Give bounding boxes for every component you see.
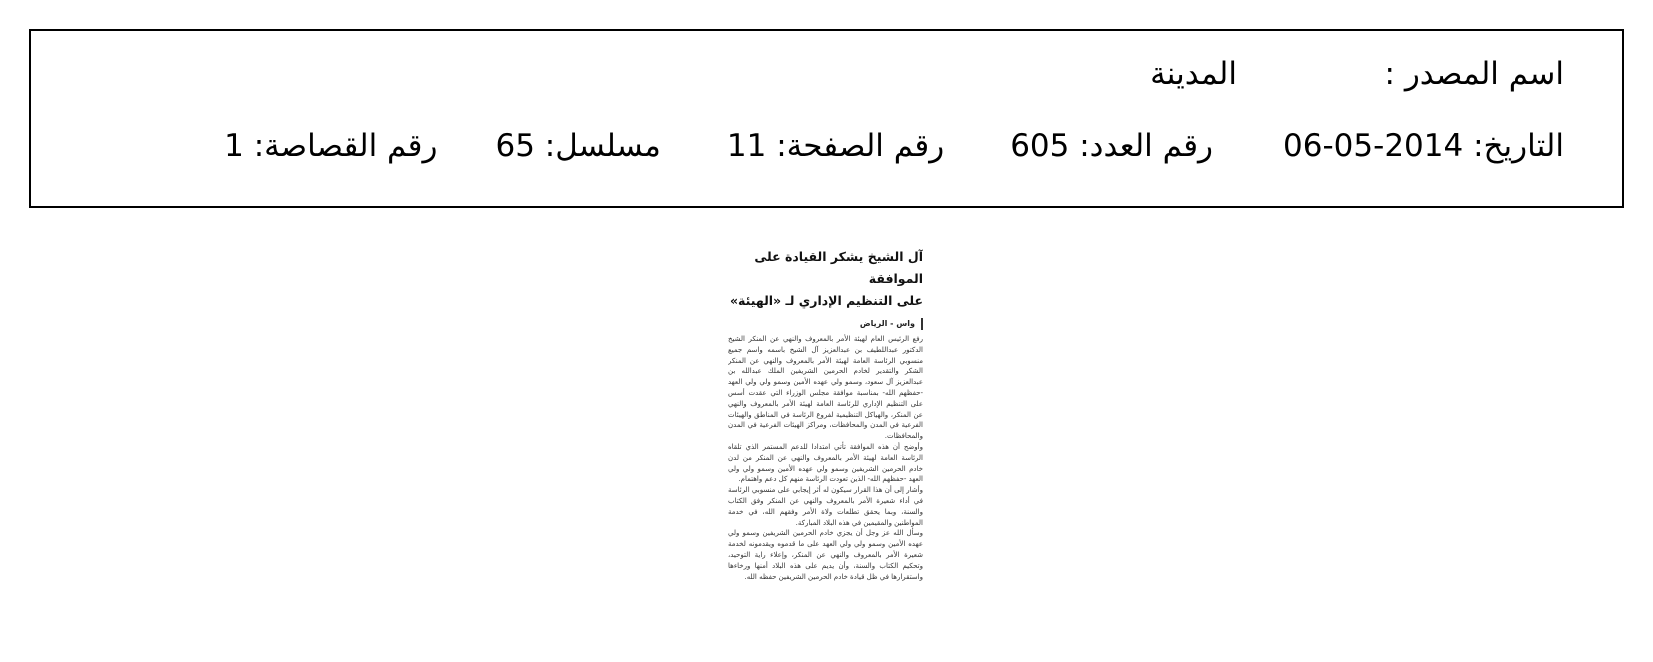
clip-value: 1: [224, 128, 244, 164]
source-label: اسم المصدر :: [1384, 56, 1564, 92]
issue-label: رقم العدد:: [1079, 128, 1214, 164]
page-label: رقم الصفحة:: [776, 128, 945, 164]
clipping-byline: واس - الرياض: [728, 318, 923, 330]
metadata-box: [29, 29, 1624, 208]
metadata-row: [224, 128, 1564, 164]
date-field: [1283, 128, 1564, 164]
body-paragraph-4: وسأل الله عز وجل أن يجزي خادم الحرمين الشريفين وسمو ولي عهده الأمين وسمو ولي ولي العهد على ما قدموه ويقدمونه لخدمة شعيرة الأمر بالمعروف والنهي عن المنكر، وإعلاء راية التوحيد، وتحكيم الكتاب والسنة، وأن يديم على هذه البلاد أمنها ورخاءها واستقرارها في ظل قيادة خادم الحرمين الشريفين حفظه الله.: [728, 529, 923, 581]
serial-field: [495, 128, 661, 164]
body-paragraph-1: رفع الرئيس العام لهيئة الأمر بالمعروف والنهي عن المنكر الشيخ الدكتور عبداللطيف بن عبدالعزيز آل الشيخ باسمه واسم جميع منسوبي الرئاسة العامة لهيئة الأمر بالمعروف والنهي عن المنكر الشكر والتقدير لخادم الحرمين الشريفين الملك عبدالله بن عبدالعزيز آل سعود، وسمو ولي عهده الأمين وسمو ولي ولي العهد -حفظهم الله- بمناسبة موافقة مجلس الوزراء التي عقدت أسس على التنظيم الإداري للرئاسة العامة لهيئة الأمر بالمعروف والنهي عن المنكر، والهياكل التنظيمية لفروع الرئاسة في المناطق والهيئات الفرعية في المدن والمحافظات، ومراكز الهيئات الفرعية في المدن والمحافظات.: [728, 335, 923, 441]
page-field: [726, 128, 945, 164]
serial-value: 65: [495, 128, 535, 164]
clipping-headline: [728, 246, 923, 312]
headline-line-1: آل الشيخ يشكر القيادة على الموافقة: [754, 249, 923, 286]
source-value: المدينة: [1150, 56, 1237, 92]
newspaper-clipping: [728, 246, 923, 651]
page-value: 11: [726, 128, 767, 164]
date-label: التاريخ:: [1473, 128, 1564, 164]
clip-label: رقم القصاصة:: [253, 128, 438, 164]
date-value: 2014-05-06: [1283, 128, 1464, 164]
body-paragraph-2: وأوضح أن هذه الموافقة تأتي امتدادا للدعم المستمر الذي تلقاه الرئاسة العامة لهيئة الأمر بالمعروف والنهي عن المنكر من لدن خادم الحرمين الشريفين وسمو ولي عهده الأمين وسمو ولي ولي العهد -حفظهم الله- الذين تعودت الرئاسة منهم كل دعم واهتمام.: [728, 442, 923, 484]
body-paragraph-3: وأشار إلى أن هذا القرار سيكون له أثر إيجابي على منسوبي الرئاسة في أداء شعيرة الأمر بالمعروف والنهي عن المنكر وفق الكتاب والسنة، وبما يحقق تطلعات ولاة الأمر وفقهم الله، في خدمة المواطنين والمقيمين في هذه البلاد المباركة.: [728, 486, 923, 527]
serial-label: مسلسل:: [544, 128, 661, 164]
clipping-body: [728, 334, 923, 582]
headline-line-2: على التنظيم الإداري لـ «الهيئة»: [729, 293, 923, 308]
issue-field: [1010, 128, 1214, 164]
issue-value: 605: [1010, 128, 1070, 164]
clip-field: [224, 128, 438, 164]
